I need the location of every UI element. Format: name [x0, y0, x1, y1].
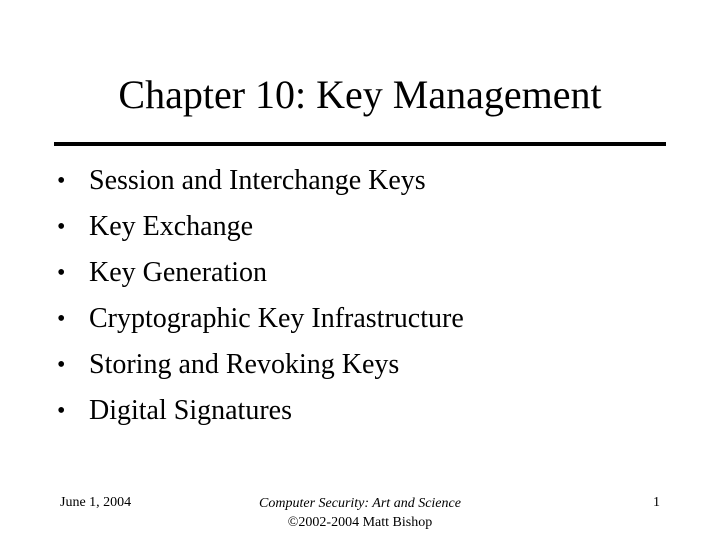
bullet-icon: • [57, 214, 66, 240]
list-item [0, 342, 720, 388]
slide-title: Chapter 10: Key Management [118, 72, 602, 117]
bullet-icon: • [57, 168, 66, 194]
list-item [0, 296, 720, 342]
bullet-text: Key Generation [89, 257, 268, 288]
bullet-icon: • [57, 260, 66, 286]
footer-copyright: ©2002-2004 Matt Bishop [287, 515, 433, 530]
bullet-text: Storing and Revoking Keys [89, 349, 400, 380]
bullet-text: Session and Interchange Keys [89, 165, 426, 196]
list-item [0, 388, 720, 434]
footer-source [210, 494, 510, 532]
bullet-list [0, 158, 720, 434]
bullet-text: Key Exchange [89, 211, 254, 242]
bullet-icon: • [57, 398, 66, 424]
list-item [0, 250, 720, 296]
title-underline [54, 142, 666, 146]
page-number: 1 [653, 495, 660, 510]
list-item [0, 204, 720, 250]
footer-book-title: Computer Security: Art and Science [259, 496, 461, 511]
footer-date: June 1, 2004 [60, 495, 132, 510]
list-item [0, 158, 720, 204]
bullet-text: Cryptographic Key Infrastructure [89, 303, 464, 334]
bullet-icon: • [57, 306, 66, 332]
bullet-icon: • [57, 352, 66, 378]
bullet-text: Digital Signatures [89, 395, 292, 426]
